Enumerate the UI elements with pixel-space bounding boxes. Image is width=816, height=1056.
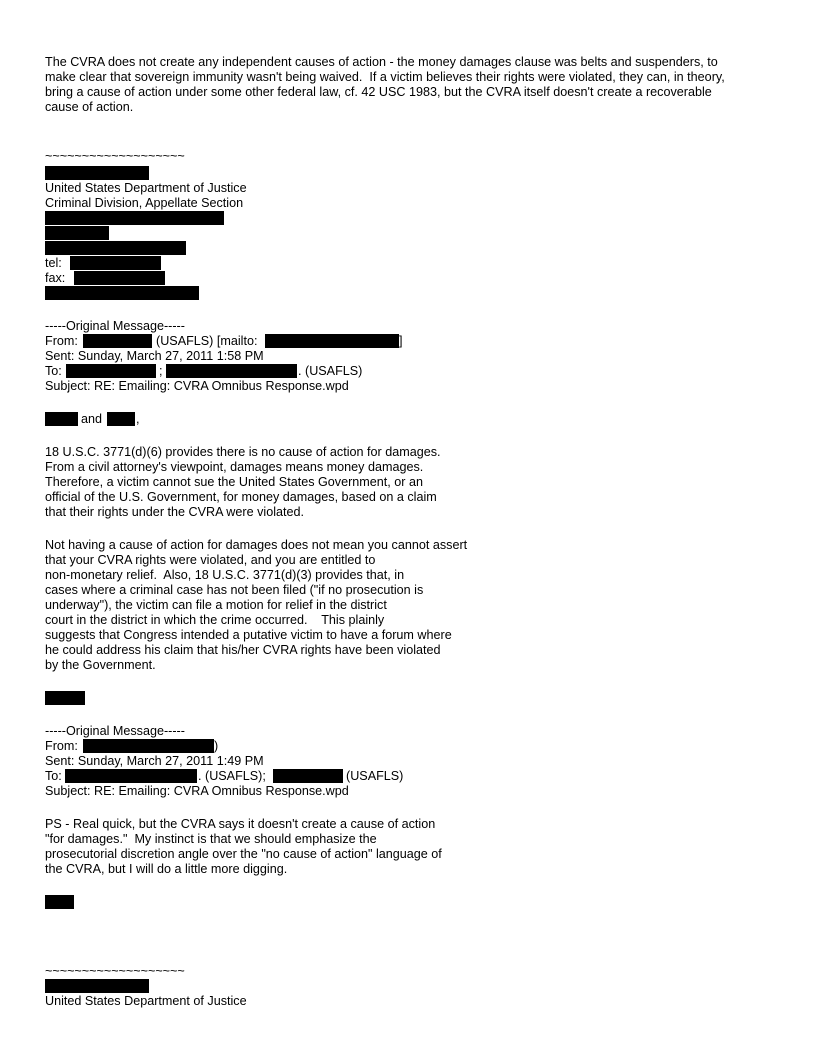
to-label: To:	[45, 769, 62, 783]
original-message-header: -----Original Message-----	[45, 724, 185, 738]
sent-line: Sent: Sunday, March 27, 2011 1:49 PM	[45, 754, 264, 768]
body-line: that their rights under the CVRA were violated.	[45, 505, 305, 519]
to-line	[45, 364, 62, 379]
body-line: suggests that Congress intended a putative victim to have a forum where	[45, 628, 452, 642]
redaction-box	[45, 691, 85, 705]
redaction-box	[265, 334, 399, 348]
body-line: official of the U.S. Government, for money damages, based on a claim	[45, 490, 437, 504]
body-line: From a civil attorney's viewpoint, damages means money damages.	[45, 460, 424, 474]
subject-line: Subject: RE: Emailing: CVRA Omnibus Response.wpd	[45, 379, 349, 393]
signature-org: United States Department of Justice	[45, 994, 247, 1008]
from-label: From:	[45, 739, 78, 753]
intro-line: bring a cause of action under some other federal law, cf. 42 USC 1983, but the CVRA itself doesn't create a recoverable	[45, 85, 712, 99]
intro-line: make clear that sovereign immunity wasn't being waived. If a victim believes their rights were violated, they can, in theory,	[45, 70, 725, 84]
from-close: )	[214, 739, 219, 753]
body-line: PS - Real quick, but the CVRA says it doesn't create a cause of action	[45, 817, 436, 831]
body-line: prosecutorial discretion angle over the "no cause of action" language of	[45, 847, 442, 861]
signature-divider: ~~~~~~~~~~~~~~~~~~~	[45, 964, 185, 978]
intro-line: cause of action.	[45, 100, 134, 114]
to-label: To:	[45, 364, 62, 378]
body-line: "for damages." My instinct is that we should emphasize the	[45, 832, 377, 846]
redaction-box	[45, 412, 78, 426]
to-separator: ;	[159, 364, 163, 378]
redaction-box	[45, 241, 186, 255]
redaction-box	[45, 211, 224, 225]
signature-division: Criminal Division, Appellate Section	[45, 196, 244, 210]
redaction-box	[45, 895, 74, 909]
from-line	[45, 334, 78, 349]
signature-tel	[45, 256, 62, 271]
redaction-box	[45, 286, 199, 300]
subject-line: Subject: RE: Emailing: CVRA Omnibus Response.wpd	[45, 784, 349, 798]
signature-divider: ~~~~~~~~~~~~~~~~~~~	[45, 149, 185, 163]
to-suffix: . (USAFLS)	[298, 364, 363, 378]
redaction-box	[45, 226, 109, 240]
greeting-comma: ,	[136, 412, 140, 426]
signature-fax	[45, 271, 65, 286]
redaction-box	[83, 739, 214, 753]
from-label: From:	[45, 334, 78, 348]
body-line: by the Government.	[45, 658, 156, 672]
body-line: Therefore, a victim cannot sue the United States Government, or an	[45, 475, 424, 489]
body-line: Not having a cause of action for damages does not mean you cannot assert	[45, 538, 468, 552]
body-line: court in the district in which the crime occurred. This plainly	[45, 613, 385, 627]
from-suffix: (USAFLS) [mailto:	[156, 334, 258, 348]
redaction-box	[45, 979, 149, 993]
redaction-box	[107, 412, 135, 426]
body-line: non-monetary relief. Also, 18 U.S.C. 3771(d)(3) provides that, in	[45, 568, 405, 582]
tel-label: tel:	[45, 256, 62, 270]
to-middle: . (USAFLS);	[198, 769, 266, 783]
intro-line: The CVRA does not create any independent causes of action - the money damages clause was belts and suspenders, to	[45, 55, 718, 69]
body-line: cases where a criminal case has not been filed ("if no prosecution is	[45, 583, 424, 597]
from-close: ]	[399, 334, 403, 348]
redaction-box	[45, 166, 149, 180]
body-line: 18 U.S.C. 3771(d)(6) provides there is no cause of action for damages.	[45, 445, 441, 459]
to-line	[45, 769, 62, 784]
sent-line: Sent: Sunday, March 27, 2011 1:58 PM	[45, 349, 264, 363]
body-line: the CVRA, but I will do a little more digging.	[45, 862, 288, 876]
fax-label: fax:	[45, 271, 66, 285]
body-line: he could address his claim that his/her CVRA rights have been violated	[45, 643, 441, 657]
redaction-box	[74, 271, 165, 285]
redaction-box	[273, 769, 343, 783]
body-line: underway"), the victim can file a motion for relief in the district	[45, 598, 387, 612]
redaction-box	[166, 364, 297, 378]
signature-org: United States Department of Justice	[45, 181, 247, 195]
redaction-box	[66, 364, 156, 378]
from-line	[45, 739, 78, 754]
original-message-header: -----Original Message-----	[45, 319, 185, 333]
to-suffix: (USAFLS)	[346, 769, 404, 783]
body-line: that your CVRA rights were violated, and you are entitled to	[45, 553, 376, 567]
redaction-box	[83, 334, 152, 348]
greeting-and: and	[81, 412, 103, 426]
redaction-box	[70, 256, 161, 270]
redaction-box	[65, 769, 197, 783]
